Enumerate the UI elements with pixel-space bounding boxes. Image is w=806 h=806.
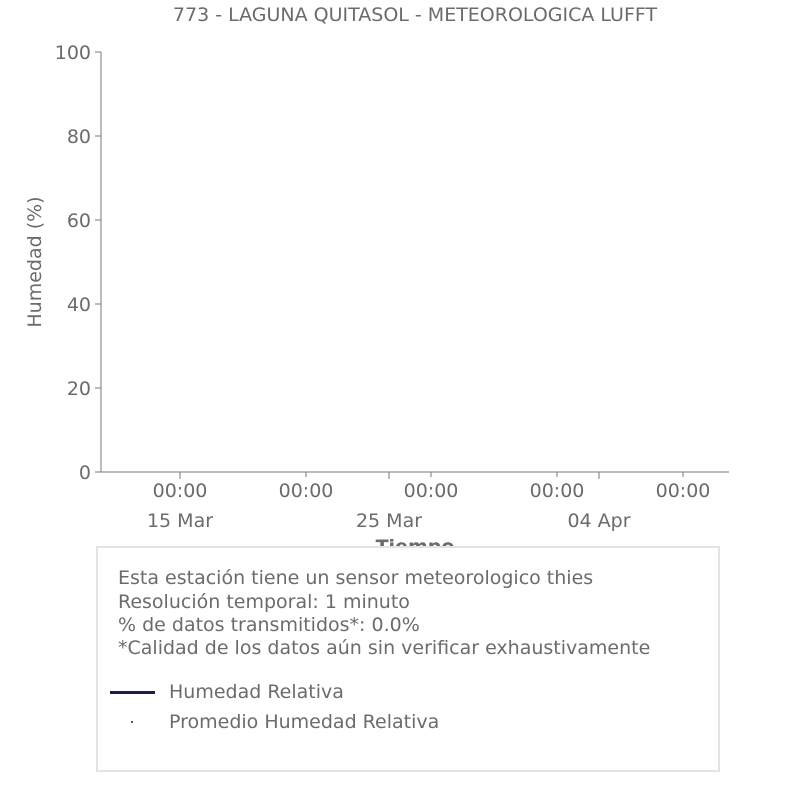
y-tick-label: 40 (66, 294, 91, 316)
legend-note-transmitted: % de datos transmitidos*: 0.0% (118, 614, 420, 636)
legend-note-resolution: Resolución temporal: 1 minuto (118, 591, 410, 613)
legend-box (96, 546, 720, 772)
y-tick-label: 60 (66, 210, 91, 232)
legend-item-humedad (110, 680, 344, 704)
legend-label: Promedio Humedad Relativa (169, 711, 440, 733)
y-axis-label: Humedad (%) (24, 196, 46, 328)
y-tick-label: 0 (78, 462, 91, 484)
x-tick-time-label: 00:00 (152, 480, 208, 502)
y-tick-label: 20 (66, 378, 91, 400)
x-tick-time-label: 00:00 (655, 480, 711, 502)
legend-item-promedio (110, 710, 439, 734)
y-ticks (55, 42, 101, 484)
legend-note-sensor: Esta estación tiene un sensor meteorologico thies (118, 567, 594, 589)
x-tick-time-label: 00:00 (278, 480, 334, 502)
x-tick-date-label: 15 Mar (146, 510, 214, 532)
x-tick-date-label: 04 Apr (567, 510, 631, 532)
y-tick-label: 100 (54, 42, 91, 64)
x-tick-time-label: 00:00 (529, 480, 585, 502)
legend-note-quality: *Calidad de los datos aún sin verificar exhaustivamente (118, 637, 651, 659)
legend-dot-marker (110, 710, 155, 734)
legend-line-marker (110, 691, 155, 694)
x-tick-date-label: 25 Mar (355, 510, 423, 532)
x-tick-time-label: 00:00 (403, 480, 459, 502)
legend-label: Humedad Relativa (169, 681, 344, 703)
chart-title: 773 - LAGUNA QUITASOL - METEOROLOGICA LUFFT (172, 4, 658, 26)
y-tick-label: 80 (66, 126, 91, 148)
x-ticks (147, 472, 710, 532)
